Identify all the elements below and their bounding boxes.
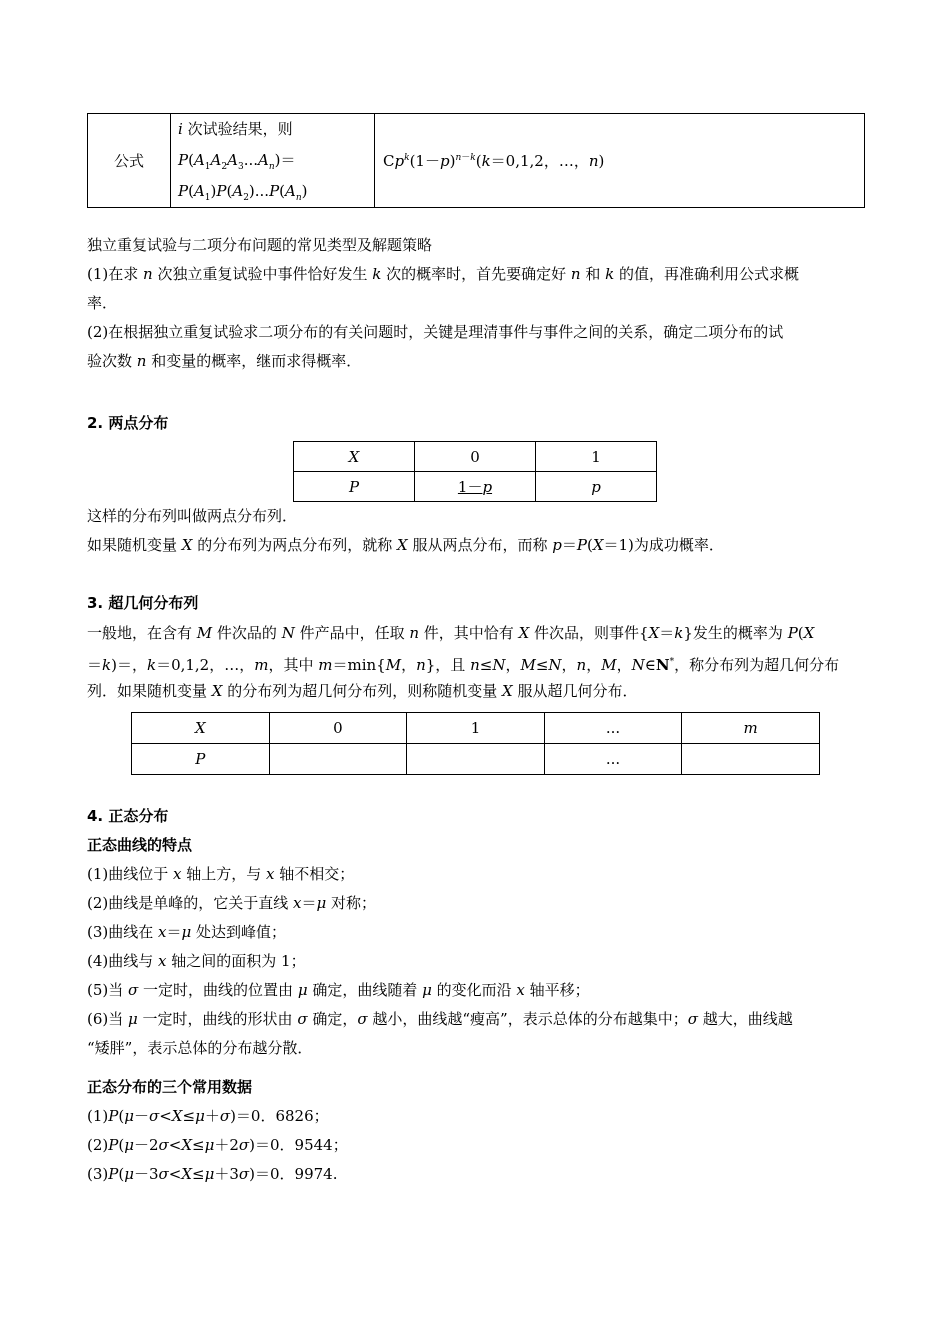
list-item: (1)曲线位于 x 轴上方，与 x 轴不相交；	[87, 865, 355, 883]
condition-line-2: $P(A_1A_2A_3...A_n)=$	[178, 151, 296, 172]
section-3-line-1: 一般地，在含有 M 件次品的 N 件产品中，任取 n 件，其中恰有 X 件次品，则事件{X＝k}发生的概率为 P(X	[87, 624, 815, 642]
strategy-p1-line1: (1)在求 n 次独立重复试验中事件恰好发生 k 次的概率时，首先要确定好 n 和 k 的值，再准确利用公式求概	[87, 265, 799, 283]
section-3-text	[87, 619, 865, 706]
list-item: “矮胖”，表示总体的分布越分散．	[87, 1039, 313, 1057]
table-row: P ...	[132, 744, 820, 775]
normal-curve-features	[87, 860, 865, 1063]
one-minus-p: 1－p	[457, 478, 493, 496]
list-item: (4)曲线与 x 轴之间的面积为 1；	[87, 952, 306, 970]
strategy-p2-line2: 验次数 n 和变量的概率，继而求得概率．	[87, 352, 362, 370]
strategy-p1-line2: 率．	[87, 294, 118, 312]
formula-label-cell	[88, 114, 171, 208]
formula-table	[87, 113, 865, 208]
section-2-line-1: 这样的分布列叫做两点分布列．	[87, 507, 298, 525]
section-4-subtitle-1: 正态曲线的特点	[87, 836, 193, 854]
table-row: X 0 1	[294, 442, 657, 472]
section-4-subtitle-2: 正态分布的三个常用数据	[87, 1078, 253, 1096]
list-item: (1)P(μ－σ<X≤μ＋σ)＝0．6826；	[87, 1107, 329, 1125]
formula-label: 公式	[113, 152, 144, 170]
list-item: (2)P(μ－2σ<X≤μ＋2σ)＝0．9544；	[87, 1136, 348, 1154]
section-2-title: 2. 两点分布	[87, 414, 169, 432]
condition-line-3: $P(A_1)P(A_2)...P(A_n)$	[178, 182, 308, 203]
strategy-p2-line1: (2)在根据独立重复试验求二项分布的有关问题时，关键是理清事件与事件之间的关系，确定二项分布的试	[87, 323, 784, 341]
table-row: P 1－p p	[294, 472, 657, 502]
list-item: (3)P(μ－3σ<X≤μ＋3σ)＝0．9974.	[87, 1165, 338, 1183]
list-item: (5)当 σ 一定时，曲线的位置由 μ 确定，曲线随着 μ 的变化而沿 x 轴平移；	[87, 981, 590, 999]
list-item: (6)当 μ 一定时，曲线的形状由 σ 确定，σ 越小，曲线越“瘦高”，表示总体的分布越集中；σ 越大，曲线越	[87, 1010, 793, 1028]
two-point-table	[293, 441, 657, 502]
formula-condition-cell	[171, 114, 375, 208]
binomial-formula-cell	[375, 114, 865, 208]
section-3-line-3: 列．如果随机变量 X 的分布列为超几何分布列，则称随机变量 X 服从超几何分布．	[87, 682, 638, 700]
binomial-formula: $Cp^k(1-p)^{n-k}(k=0,1,2$，…，n)	[383, 152, 605, 170]
section-4-title: 4. 正态分布	[87, 807, 169, 825]
condition-line-1: i 次试验结果，则	[178, 120, 293, 138]
strategy-title: 独立重复试验与二项分布问题的常见类型及解题策略	[87, 236, 433, 254]
table-row: X 0 1 ... m	[132, 713, 820, 744]
hypergeometric-table	[131, 712, 820, 775]
strategy-section	[87, 231, 865, 376]
section-2-line-2: 如果随机变量 X 的分布列为两点分布列，就称 X 服从两点分布，而称 p＝P(X＝1)为成功概率．	[87, 536, 724, 554]
section-3-line-2: ＝k)＝，k＝0,1,2，…，m，其中 m＝min{M，n}，且 n≤N，M≤N，n，M，N∈N*，称分布列为超几何分布	[87, 656, 840, 674]
list-item: (3)曲线在 x＝μ 处达到峰值；	[87, 923, 287, 941]
section-2-text	[87, 502, 865, 560]
section-3-title: 3. 超几何分布列	[87, 594, 199, 612]
normal-data-list	[87, 1102, 865, 1189]
list-item: (2)曲线是单峰的，它关于直线 x＝μ 对称；	[87, 894, 377, 912]
